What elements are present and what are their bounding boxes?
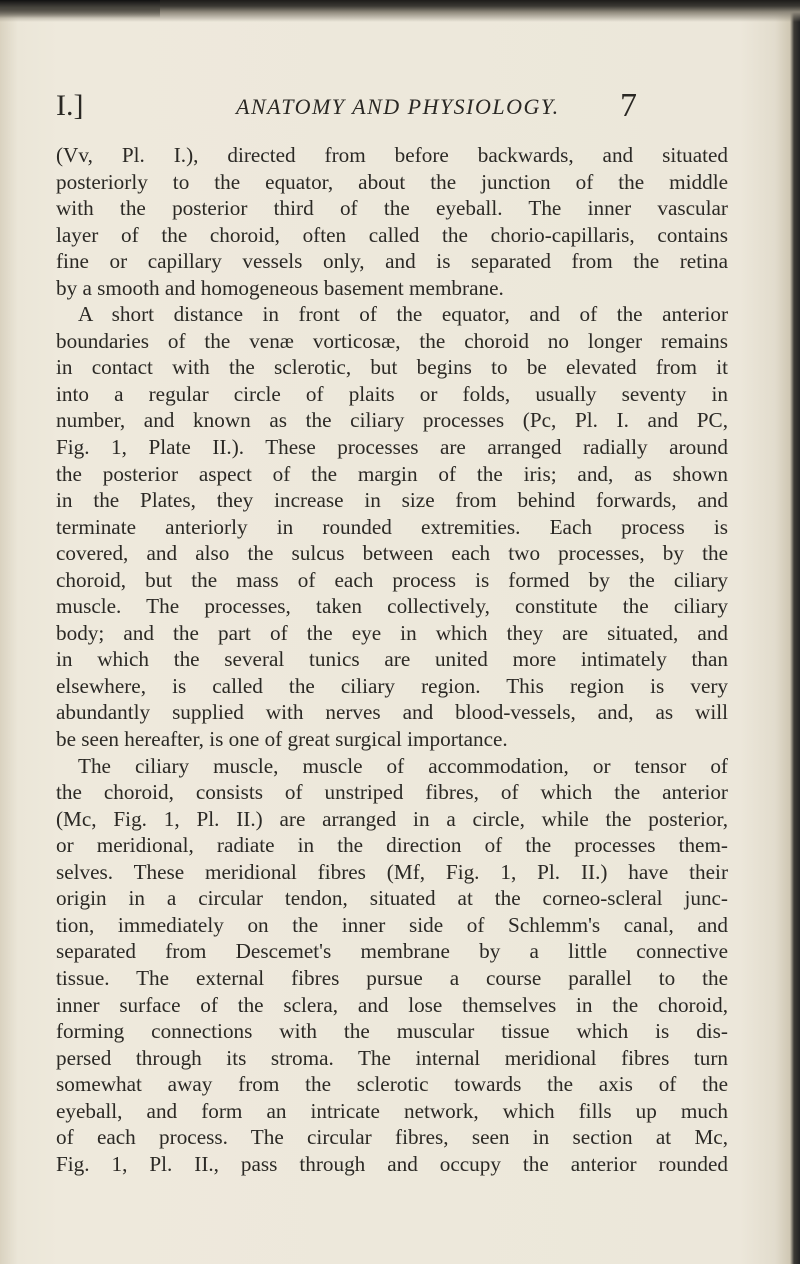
- text-line: covered, and also the sulcus between each two processes, by the: [56, 541, 728, 566]
- text-line: into a regular circle of plaits or folds, usually seventy in: [56, 381, 728, 406]
- text-line: terminate anteriorly in rounded extremities. Each process is: [56, 514, 728, 539]
- text-line: somewhat away from the sclerotic towards the axis of the: [56, 1072, 728, 1097]
- text-line: abundantly supplied with nerves and blood-vessels, and, as will: [56, 700, 728, 725]
- text-line: Fig. 1, Pl. II., pass through and occupy the anterior rounded: [56, 1151, 728, 1176]
- text-line: tissue. The external fibres pursue a course parallel to the: [56, 965, 728, 990]
- section-marker: I.]: [56, 89, 84, 122]
- text-line: tion, immediately on the inner side of Schlemm's canal, and: [56, 912, 728, 937]
- text-line: elsewhere, is called the ciliary region. This region is very: [56, 673, 728, 698]
- running-head: [56, 86, 756, 126]
- text-line: forming connections with the muscular tissue which is dis-: [56, 1019, 728, 1044]
- text-line: selves. These meridional fibres (Mf, Fig. 1, Pl. II.) have their: [56, 859, 728, 884]
- text-line: number, and known as the ciliary processes (Pc, Pl. I. and PC,: [56, 408, 728, 433]
- text-line: or meridional, radiate in the direction of the processes them-: [56, 833, 728, 858]
- text-line: boundaries of the venæ vorticosæ, the choroid no longer remains: [56, 328, 728, 353]
- text-line: in which the several tunics are united more intimately than: [56, 647, 728, 672]
- text-line: the choroid, consists of unstriped fibres, of which the anterior: [56, 780, 728, 805]
- text-line: with the posterior third of the eyeball. The inner vascular: [56, 196, 728, 221]
- text-line: persed through its stroma. The internal meridional fibres turn: [56, 1045, 728, 1070]
- text-line: origin in a circular tendon, situated at the corneo-scleral junc-: [56, 886, 728, 911]
- text-line: be seen hereafter, is one of great surgical importance.: [56, 727, 508, 752]
- text-line: (Vv, Pl. I.), directed from before backwards, and situated: [56, 143, 728, 167]
- text-line: Fig. 1, Plate II.). These processes are arranged radially around: [56, 435, 728, 460]
- text-line: separated from Descemet's membrane by a little connective: [56, 939, 728, 964]
- text-line: The ciliary muscle, muscle of accommodation, or tensor of: [78, 753, 728, 778]
- text-line: in the Plates, they increase in size from behind forwards, and: [56, 488, 728, 513]
- text-line: inner surface of the sclera, and lose themselves in the choroid,: [56, 992, 728, 1017]
- text-line: fine or capillary vessels only, and is separated from the retina: [56, 249, 728, 274]
- body-text: [56, 142, 728, 1177]
- text-line: eyeball, and form an intricate network, which fills up much: [56, 1098, 728, 1123]
- text-line: of each process. The circular fibres, seen in section at Mc,: [56, 1125, 728, 1150]
- text-line: layer of the choroid, often called the chorio-capillaris, contains: [56, 222, 728, 247]
- text-line: the posterior aspect of the margin of the iris; and, as shown: [56, 461, 728, 486]
- running-title: ANATOMY AND PHYSIOLOGY.: [236, 94, 560, 119]
- text-line: muscle. The processes, taken collectively, constitute the ciliary: [56, 594, 728, 619]
- page-number: 7: [620, 87, 637, 124]
- text-line: posteriorly to the equator, about the junction of the middle: [56, 169, 728, 194]
- text-line: by a smooth and homogeneous basement membrane.: [56, 275, 504, 300]
- text-line: A short distance in front of the equator, and of the anterior: [78, 302, 728, 327]
- text-line: (Mc, Fig. 1, Pl. II.) are arranged in a circle, while the posterior,: [56, 806, 728, 831]
- page-top-shadow-left: [0, 0, 160, 18]
- text-line: choroid, but the mass of each process is formed by the ciliary: [56, 567, 728, 592]
- text-line: body; and the part of the eye in which they are situated, and: [56, 620, 728, 645]
- text-line: in contact with the sclerotic, but begins to be elevated from it: [56, 355, 728, 380]
